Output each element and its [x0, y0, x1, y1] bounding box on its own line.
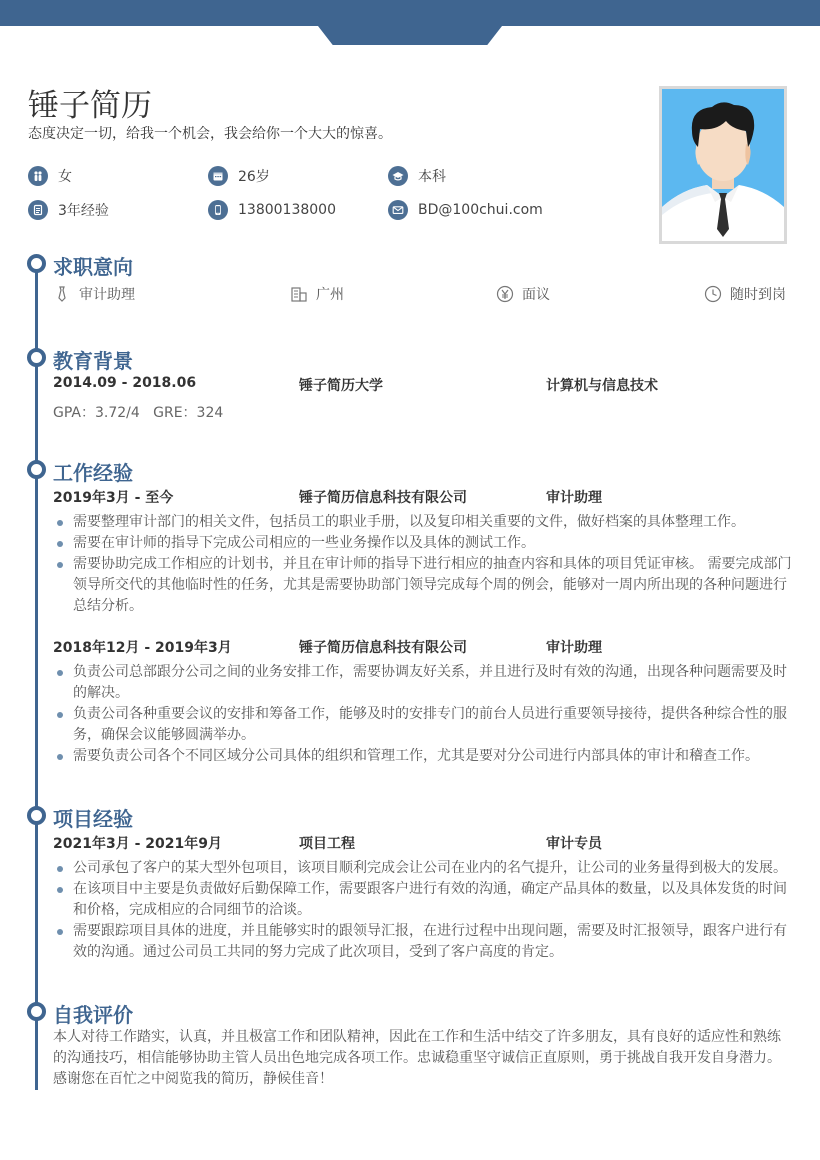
work-list-2 — [53, 662, 793, 767]
list-item: 需要跟踪项目具体的进度，并且能够实时的跟领导汇报，在进行过程中出现问题，需要及时汇报领导，跟客户进行有效的沟通。通过公司员工共同的努力完成了此次项目，受到了客户高度的肯定。 — [53, 921, 793, 963]
list-item: 公司承包了客户的某大型外包项目，该项目顺利完成会让公司在业内的名气提升，让公司的业务量得到极大的发展。 — [53, 858, 793, 879]
building-icon — [290, 285, 308, 303]
work-title: 审计助理 — [546, 640, 602, 656]
profile-photo — [659, 86, 787, 244]
list-item: 需要在审计师的指导下完成公司相应的一些业务操作以及具体的测试工作。 — [53, 533, 793, 554]
education-school: 锤子简历大学 — [299, 378, 383, 394]
work-title: 审计助理 — [546, 490, 602, 506]
section-dot-work — [27, 460, 46, 479]
info-email-text: BD@100chui.com — [418, 202, 543, 218]
section-title-education: 教育背景 — [53, 349, 133, 373]
info-gender-text: 女 — [58, 169, 72, 185]
education-major: 计算机与信息技术 — [546, 378, 658, 394]
project-list — [53, 858, 793, 963]
intent-salary — [496, 284, 550, 304]
section-dot-education — [27, 348, 46, 367]
section-dot-project — [27, 806, 46, 825]
work-company: 锤子简历信息科技有限公司 — [299, 640, 467, 656]
section-dot-self — [27, 1002, 46, 1021]
intent-city — [290, 284, 344, 304]
work-list-1 — [53, 512, 793, 617]
intent-salary-text: 面议 — [522, 287, 550, 303]
graduation-cap-icon — [388, 166, 408, 186]
timeline-line — [35, 263, 38, 1090]
list-item: 需要负责公司各个不同区域分公司具体的组织和管理工作，尤其是要对分公司进行内部具体的审计和稽查工作。 — [53, 746, 793, 767]
resume-name: 锤子简历 — [28, 88, 152, 124]
avatar-illustration — [662, 89, 784, 241]
list-item: 负责公司总部跟分公司之间的业务安排工作，需要协调友好关系，并且进行及时有效的沟通，出现各种问题需要及时的解决。 — [53, 662, 793, 704]
yen-icon — [496, 285, 514, 303]
self-evaluation-text: 本人对待工作踏实，认真，并且极富工作和团队精神，因此在工作和生活中结交了许多朋友，具有良好的适应性和熟练的沟通技巧，相信能够协助主管人员出色地完成各项工作。忠诚稳重坚守诚信正直原则，勇于挑战自我开发自身潜力。感谢您在百忙之中阅览我的简历，静候佳音！ — [53, 1029, 781, 1087]
mail-icon — [388, 200, 408, 220]
section-title-work: 工作经验 — [53, 461, 133, 485]
list-item: 负责公司各种重要会议的安排和筹备工作，能够及时的安排专门的前台人员进行重要领导接待，提供各种综合性的服务，确保会议能够圆满举办。 — [53, 704, 793, 746]
education-scores: GPA：3.72/4 GRE：324 — [53, 405, 224, 421]
list-item: 需要协助完成工作相应的计划书，并且在审计师的指导下进行相应的抽查内容和具体的项目凭证审核。 需要完成部门领导所交代的其他临时性的任务，尤其是需要协助部门领导完成每个周的例会，能够对一周内所出现的各种问题进行总结分析。 — [53, 554, 793, 617]
intent-city-text: 广州 — [316, 287, 344, 303]
section-title-self: 自我评价 — [53, 1003, 133, 1027]
work-company: 锤子简历信息科技有限公司 — [299, 490, 467, 506]
project-period: 2021年3月 - 2021年9月 — [53, 836, 222, 852]
work-period: 2019年3月 - 至今 — [53, 490, 174, 506]
list-item: 需要整理审计部门的相关文件，包括员工的职业手册，以及复印相关重要的文件，做好档案的具体整理工作。 — [53, 512, 793, 533]
info-gender — [28, 166, 72, 186]
section-title-project: 项目经验 — [53, 807, 133, 831]
work-period: 2018年12月 - 2019年3月 — [53, 640, 232, 656]
document-icon — [28, 200, 48, 220]
project-name: 项目工程 — [299, 836, 355, 852]
clock-icon — [704, 285, 722, 303]
phone-icon — [208, 200, 228, 220]
project-role: 审计专员 — [546, 836, 602, 852]
section-dot-intent — [27, 254, 46, 273]
header-tab-decoration — [318, 26, 502, 45]
info-age-text: 26岁 — [238, 169, 270, 185]
resume-slogan: 态度决定一切，给我一个机会，我会给你一个大大的惊喜。 — [28, 126, 392, 142]
gender-icon — [28, 166, 48, 186]
info-email — [388, 200, 543, 220]
info-degree — [388, 166, 446, 186]
info-phone-text: 13800138000 — [238, 202, 336, 218]
education-period: 2014.09 - 2018.06 — [53, 375, 197, 391]
calendar-icon — [208, 166, 228, 186]
info-experience — [28, 200, 109, 220]
tie-icon — [53, 285, 71, 303]
info-degree-text: 本科 — [418, 169, 446, 185]
list-item: 在该项目中主要是负责做好后勤保障工作，需要跟客户进行有效的沟通，确定产品具体的数量，以及具体发货的时间和价格，完成相应的合同细节的洽谈。 — [53, 879, 793, 921]
header-bar — [0, 0, 820, 26]
info-experience-text: 3年经验 — [58, 203, 109, 219]
intent-availability-text: 随时到岗 — [730, 287, 786, 303]
info-age — [208, 166, 270, 186]
info-phone — [208, 200, 336, 220]
intent-position — [53, 284, 135, 304]
section-title-intent: 求职意向 — [53, 255, 133, 279]
intent-availability — [704, 284, 786, 304]
intent-position-text: 审计助理 — [79, 287, 135, 303]
